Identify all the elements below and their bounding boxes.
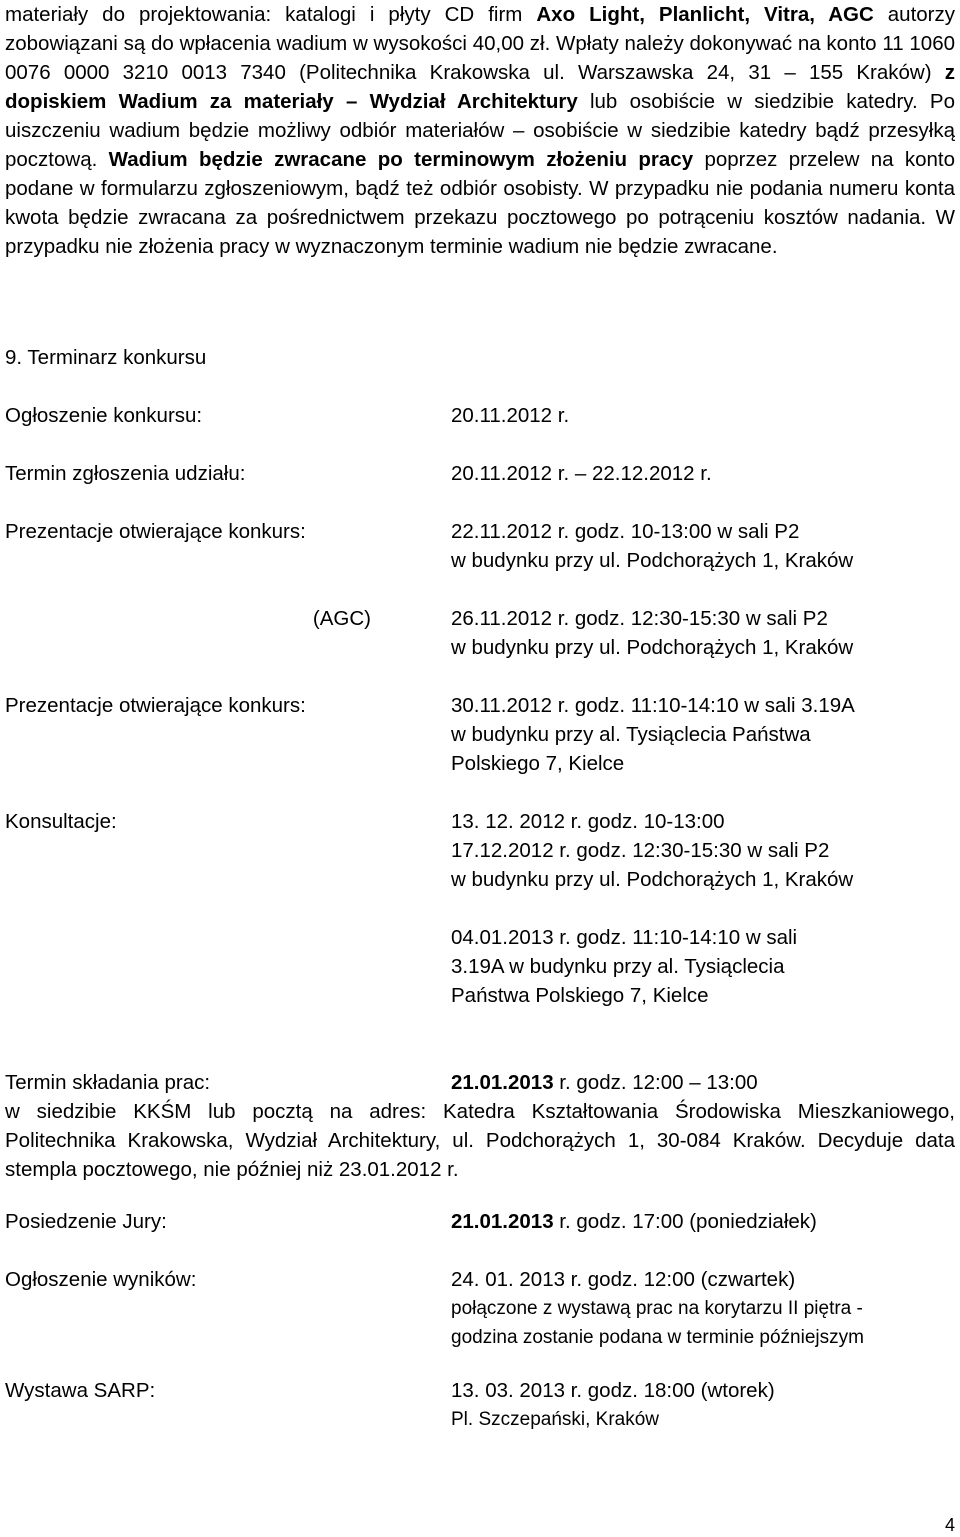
presentation2-line1: 30.11.2012 r. godz. 11:10-14:10 w sali 3.19A [451, 694, 855, 717]
results-line3: godzina zostanie podana w terminie późniejszym [451, 1327, 864, 1348]
submission-value [451, 1068, 956, 1097]
intro-text-4: poprzez przelew na konto podane w formularzu zgłoszeniowym, bądź też odbiór osobisty. W przypadku nie podania numeru konta kwota będzie zwracana za pośrednictwem przekazu pocztowego po potrąceniu kosztów nadania. W przypadku nie złożenia pracy w wyznaczonym terminie wadium nie będzie zwracane. [5, 148, 956, 258]
consult2-line3: Państwa Polskiego 7, Kielce [451, 984, 709, 1007]
jury-label: Posiedzenie Jury: [5, 1210, 167, 1233]
jury-time: r. godz. 17:00 (poniedziałek) [553, 1210, 817, 1233]
consult-line1: 13. 12. 2012 r. godz. 10-13:00 [451, 810, 725, 833]
section-heading: 9. Terminarz konkursu [5, 346, 207, 369]
intro-text-1: materiały do projektowania: katalogi i płyty CD firm [5, 3, 537, 26]
registration-value [451, 459, 956, 488]
announcement-date: 20.11.2012 r. [451, 404, 570, 427]
exhibition-label: Wystawa SARP: [5, 1379, 156, 1402]
jury-value [451, 1207, 956, 1236]
agc-value [451, 604, 956, 662]
registration-dates: 20.11.2012 r. – 22.12.2012 r. [451, 462, 712, 485]
intro-bold-note: z dopiskiem Wadium za materiały – Wydział Architektury [5, 61, 955, 113]
presentation2-value [451, 691, 956, 778]
presentation1-value [451, 517, 956, 575]
submission-time: r. godz. 12:00 – 13:00 [553, 1071, 758, 1094]
results-value [451, 1265, 956, 1352]
exhibition-line2: Pl. Szczepański, Kraków [451, 1409, 660, 1430]
announcement-value [451, 401, 956, 430]
submission-label: Termin składania prac: [5, 1071, 211, 1094]
presentation2-line2: w budynku przy al. Tysiąclecia Państwa [451, 723, 811, 746]
presentation1-line2: w budynku przy ul. Podchorążych 1, Kraków [451, 549, 854, 572]
consult-value [451, 807, 956, 894]
consult-line2: 17.12.2012 r. godz. 12:30-15:30 w sali P2 [451, 839, 830, 862]
exhibition-line1: 13. 03. 2013 r. godz. 18:00 (wtorek) [451, 1379, 775, 1402]
presentation2-line3: Polskiego 7, Kielce [451, 752, 625, 775]
intro-bold-return: Wadium będzie zwracane po terminowym złożeniu pracy [108, 148, 694, 171]
jury-datetime [451, 1207, 956, 1236]
consult2-line1: 04.01.2013 r. godz. 11:10-14:10 w sali [451, 926, 798, 949]
submission-date: 21.01.2013 [451, 1071, 554, 1094]
jury-date: 21.01.2013 [451, 1210, 554, 1233]
consult2-line2: 3.19A w budynku przy al. Tysiąclecia [451, 955, 785, 978]
announcement-label: Ogłoszenie konkursu: [5, 404, 203, 427]
results-line1: 24. 01. 2013 r. godz. 12:00 (czwartek) [451, 1268, 796, 1291]
intro-text-2: autorzy zobowiązani są do wpłacenia wadium w wysokości 40,00 zł. Wpłaty należy dokonywać na konto 11 1060 0076 0000 3210 0013 7340 (Politechnika Krakowska ul. Warszawska 24, 31 – 155 Kraków) [5, 3, 956, 84]
presentation2-label: Prezentacje otwierające konkurs: [5, 694, 306, 717]
consult-line3: w budynku przy ul. Podchorążych 1, Kraków [451, 868, 854, 891]
presentation1-label: Prezentacje otwierające konkurs: [5, 520, 306, 543]
exhibition-value [451, 1376, 956, 1434]
page-number: 4 [944, 1515, 955, 1535]
intro-text-3: lub osobiście w siedzibie katedry. Po uiszczeniu wadium będzie możliwy odbiór materiałów – osobiście w siedzibie katedry bądź przesyłką pocztową. [5, 90, 955, 171]
submission-datetime [451, 1068, 956, 1097]
presentation1-line1: 22.11.2012 r. godz. 10-13:00 w sali P2 [451, 520, 800, 543]
agc-line1: 26.11.2012 r. godz. 12:30-15:30 w sali P2 [451, 607, 828, 630]
wadium-paragraph [5, 0, 955, 261]
registration-label: Termin zgłoszenia udziału: [5, 462, 246, 485]
results-label: Ogłoszenie wyników: [5, 1268, 197, 1291]
consult-label: Konsultacje: [5, 810, 117, 833]
results-line2: połączone z wystawą prac na korytarzu II piętra - [451, 1298, 863, 1319]
agc-label: (AGC) [312, 607, 371, 630]
submission-address: w siedzibie KKŚM lub pocztą na adres: Katedra Kształtowania Środowiska Mieszkaniowego, Politechnika Krakowska, Wydział Architektury, ul. Podchorążych 1, 30-084 Kraków. Decyduje data stempla pocztowego, nie później niż 23.01.2012 r. [5, 1100, 955, 1181]
intro-bold-brands: Axo Light, Planlicht, Vitra, AGC [536, 3, 874, 26]
consult2-value [451, 923, 956, 1010]
agc-line2: w budynku przy ul. Podchorążych 1, Kraków [451, 636, 854, 659]
